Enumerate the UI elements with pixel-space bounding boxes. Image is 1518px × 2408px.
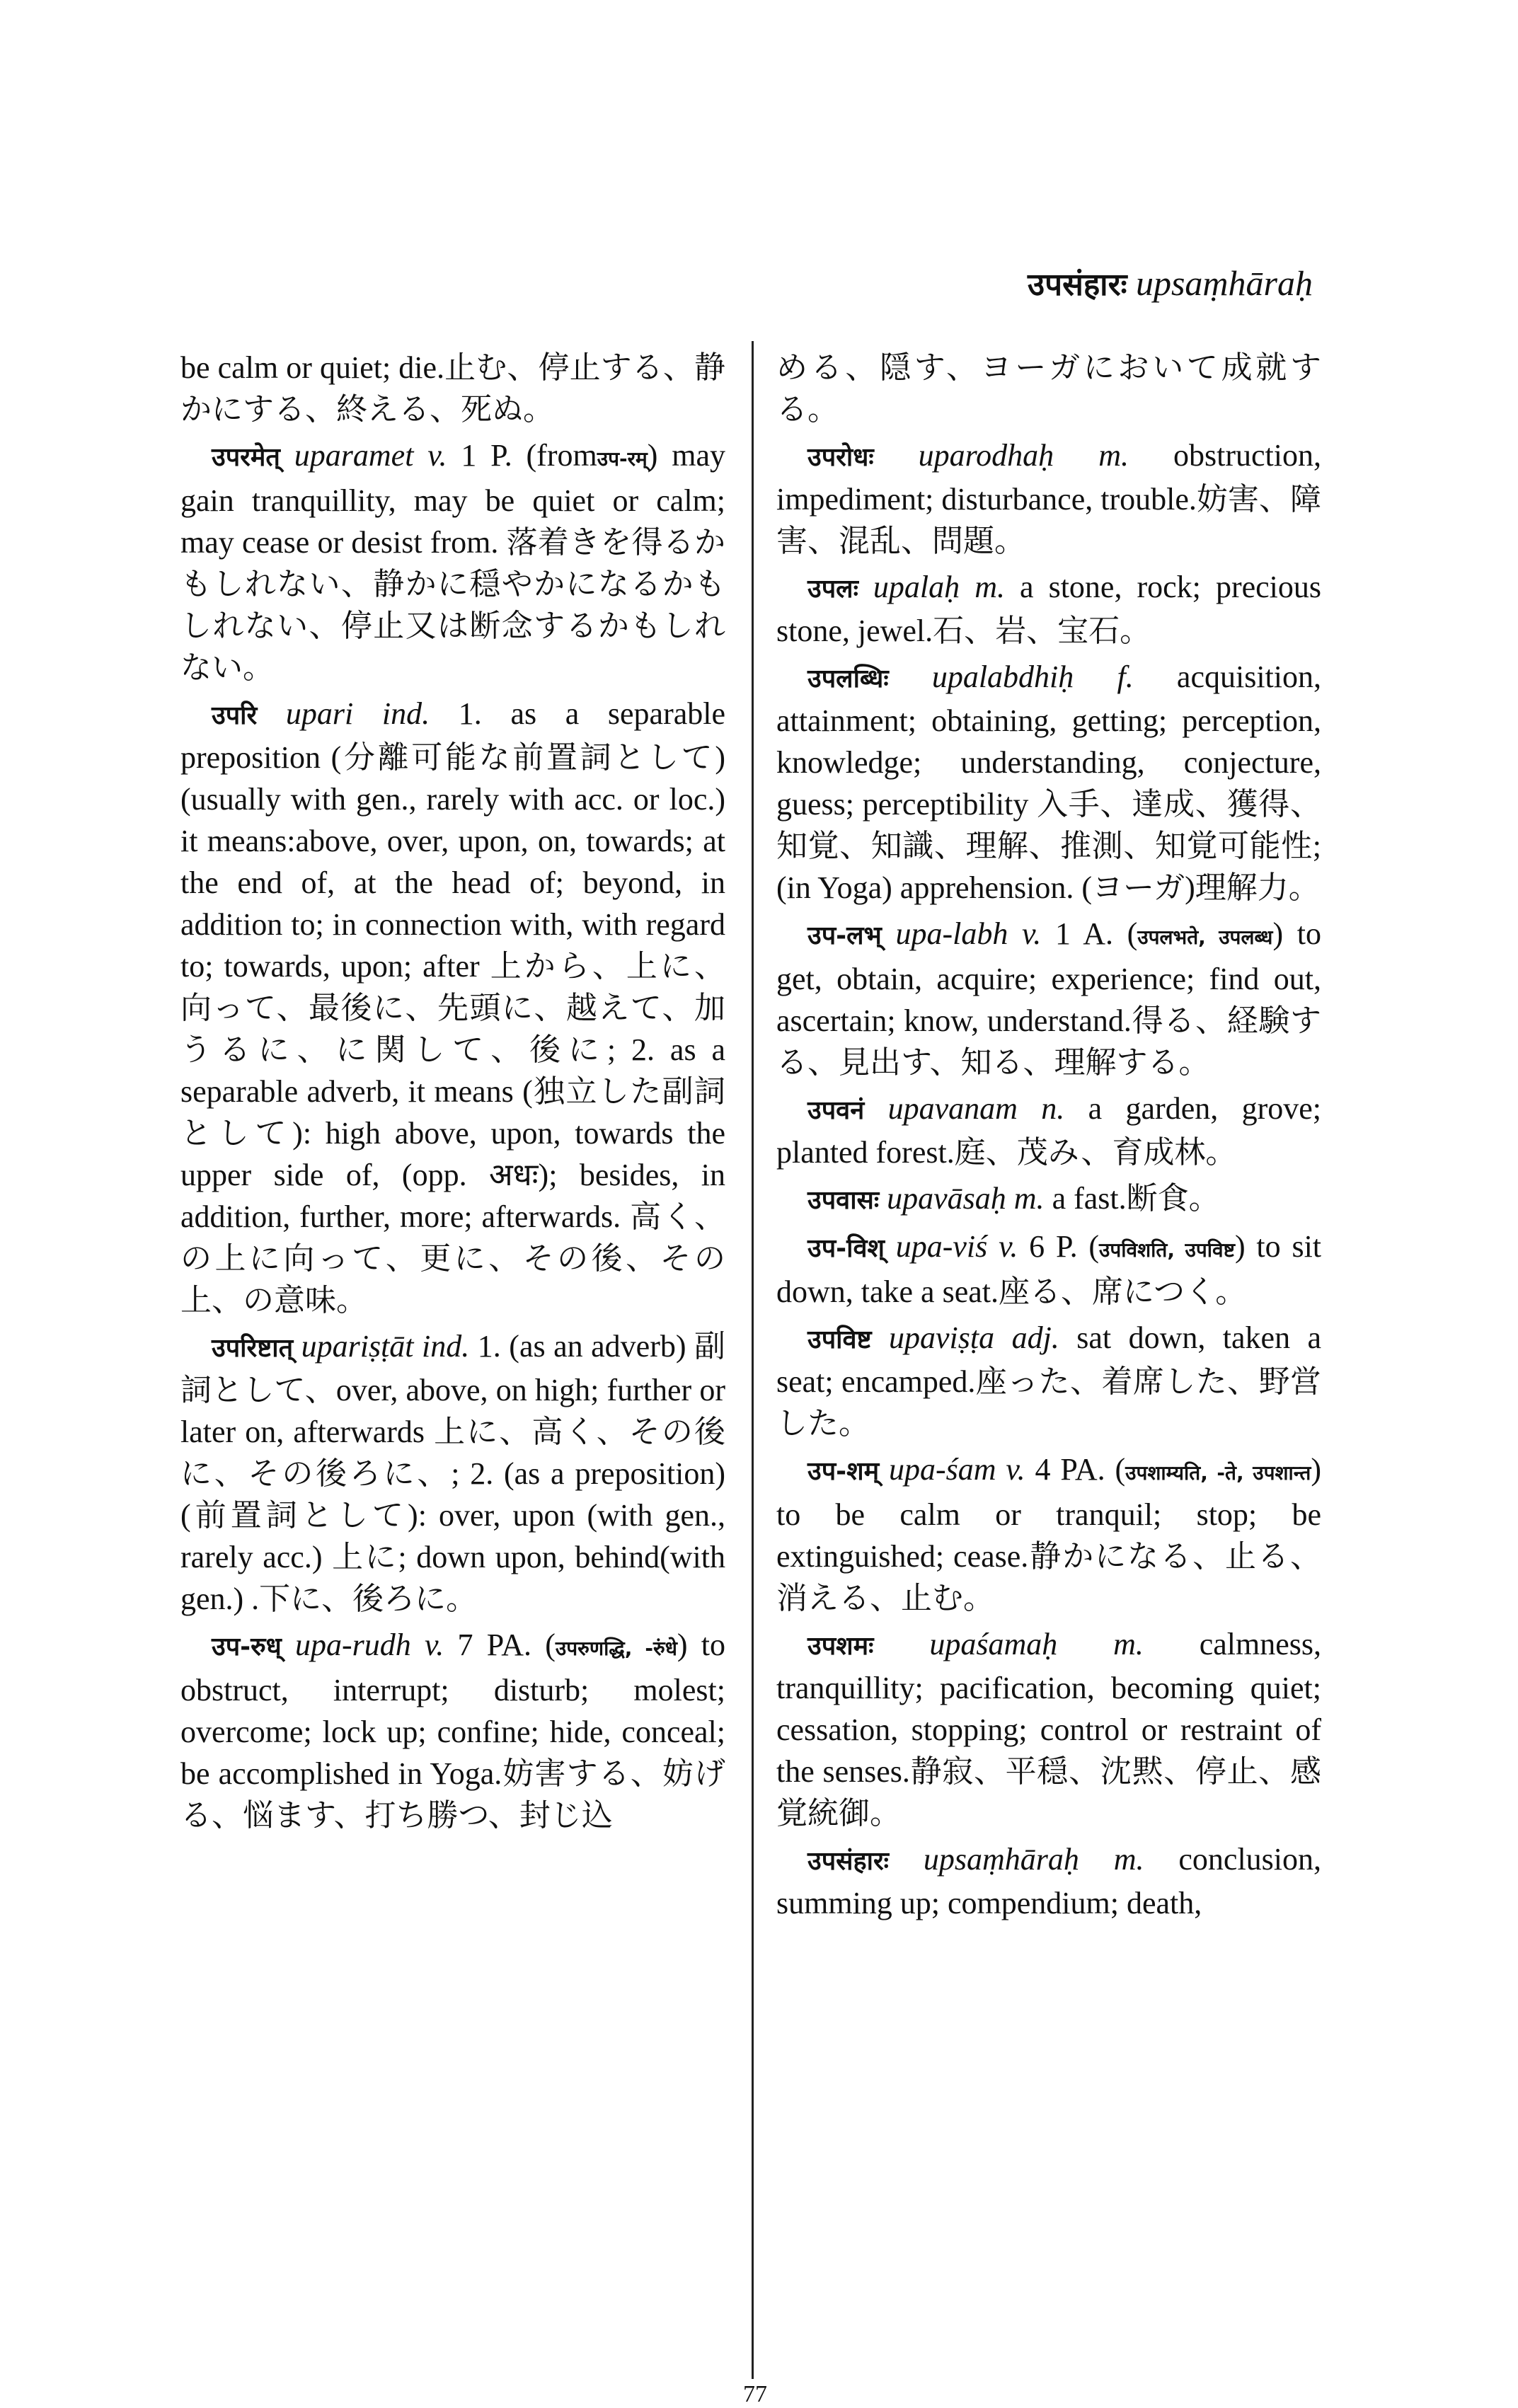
- headword: उपशमः: [807, 1632, 874, 1661]
- right-column: [776, 347, 1321, 1928]
- definition-text: ) to sit down, take a seat.座る、席につく。: [776, 1229, 1322, 1309]
- transliteration: upa-śam: [889, 1452, 996, 1487]
- headword: उपसंहारः: [807, 1847, 889, 1876]
- transliteration: upariṣṭāt: [301, 1329, 414, 1364]
- definition-text: a fast.断食。: [1052, 1181, 1220, 1216]
- dictionary-entry: [776, 1448, 1321, 1619]
- definition-text: calmness, tranquillity; pacification, becoming quiet; cessation, stopping; control or restraint of the senses.静寂、平穏、沈黙、停止、感覚統御。: [776, 1627, 1322, 1831]
- transliteration: upa-viś: [895, 1229, 988, 1264]
- conjugation-forms: उप-रम्: [597, 447, 648, 471]
- grammar-label: m.: [1013, 1181, 1045, 1216]
- dictionary-entry: [776, 1177, 1321, 1221]
- conjugation-forms: उपशाम्यति, -ते, उपशान्त: [1125, 1461, 1311, 1485]
- conjugation-forms: उपलभते, उपलब्ध: [1137, 926, 1273, 949]
- dictionary-entry: [776, 1838, 1321, 1924]
- headword: उपलः: [807, 575, 858, 604]
- dictionary-entry: [776, 1226, 1321, 1313]
- conjugation-class: 6 P. (: [1029, 1229, 1100, 1264]
- conjugation-forms: उपरुणद्धि, -रुंधे: [555, 1637, 677, 1660]
- left-column: [180, 347, 725, 1840]
- headword: उपवनं: [807, 1096, 865, 1125]
- running-head-transliteration: upsaṃhāraḥ: [1135, 263, 1313, 303]
- dictionary-entry: [776, 1317, 1321, 1444]
- definition-text: a stone, rock; precious stone, jewel.石、岩、宝石。: [776, 570, 1322, 648]
- dictionary-entry: [180, 1325, 725, 1620]
- grammar-label: v.: [427, 438, 447, 473]
- grammar-label: ind.: [381, 696, 430, 731]
- transliteration: upsaṃhāraḥ: [923, 1842, 1079, 1877]
- transliteration: uparamet: [294, 438, 414, 473]
- grammar-label: adj.: [1011, 1320, 1059, 1355]
- grammar-label: f.: [1117, 659, 1134, 694]
- definition-text: acquisition, attainment; obtaining, getting; perception, knowledge; understanding, conjecture, guess; perceptibility 入手、達成、獲得、知覚、知識、理解、推測、知覚可能性; (in Yoga) apprehension. (ヨーガ)理解力。: [776, 659, 1322, 905]
- continuation-text: [776, 347, 1321, 430]
- headword: उपविष्ट: [807, 1325, 872, 1354]
- dictionary-entry: [776, 566, 1321, 652]
- headword: उप-विश्: [807, 1234, 885, 1263]
- grammar-label: m.: [1113, 1627, 1144, 1661]
- headword: उपवासः: [807, 1186, 880, 1215]
- dictionary-entry: [180, 1624, 725, 1836]
- headword: उप-लभ्: [807, 921, 882, 950]
- headword: उपरिष्टात्: [212, 1334, 294, 1363]
- grammar-label: m.: [974, 570, 1005, 604]
- definition-text: ) may gain tranquillity, may be quiet or calm; may cease or desist from. 落着きを得るかもしれない、静かに穏やかになるかもしれない、停止又は断念するかもしれない。: [180, 438, 726, 685]
- transliteration: upaviṣṭa: [889, 1320, 995, 1355]
- definition-text: 1. (as an adverb) 副詞として、over, above, on high; further or later on, afterwards 上に、高く、その後に、その後ろに、; 2. (as a preposition)(前置詞として): over, upon (with gen., rarely acc.) 上に; down upon, behind(with gen.) .下に、後ろに。: [180, 1329, 726, 1616]
- conjugation-forms: उपविशति, उपविष्ट: [1099, 1238, 1235, 1262]
- transliteration: upalabdhiḥ: [931, 659, 1074, 694]
- continuation-text: [180, 347, 725, 430]
- definition-text: be calm or quiet; die.止む、停止する、静かにする、終える、死ぬ。: [180, 350, 725, 427]
- definition-text: a garden, grove; planted forest.庭、茂み、育成林。: [776, 1091, 1322, 1170]
- definition-text: 1. as a separable preposition (分離可能な前置詞として) (usually with gen., rarely with acc. or loc.) it means:above, over, upon, on, towards; at the end of, at the head of; beyond, in addition to; in connection with, with regard to; towards, upon; after 上から、上に、向って、最後に、先頭に、越えて、加うるに、に関して、後に; 2. as a separable adverb, it means (独立した副詞として): high above, upon, towards the upper side of, (opp. अधः); besides, in addition, further, more; afterwards. 高く、の上に向って、更に、その後、その上、の意味。: [180, 696, 726, 1318]
- headword: उप-रुध्: [212, 1632, 282, 1661]
- transliteration: uparodhaḥ: [918, 438, 1054, 473]
- definition-text: obstruction, impediment; disturbance, trouble.妨害、障害、混乱、問題。: [776, 438, 1321, 558]
- dictionary-entry: [776, 913, 1321, 1083]
- grammar-label: ind.: [422, 1329, 470, 1364]
- transliteration: upari: [285, 696, 354, 731]
- transliteration: upa-labh: [895, 916, 1008, 951]
- transliteration: upavanam: [887, 1091, 1018, 1126]
- definition-text: conclusion, summing up; compendium; death,: [776, 1842, 1322, 1920]
- grammar-label: v.: [1022, 916, 1042, 951]
- dictionary-entry: [776, 656, 1321, 909]
- dictionary-entry: [180, 693, 725, 1321]
- grammar-label: n.: [1041, 1091, 1065, 1126]
- headword: उपलब्धिः: [807, 664, 889, 693]
- dictionary-entry: [776, 1623, 1321, 1834]
- column-rule: [752, 341, 754, 2379]
- dictionary-entry: [776, 1088, 1321, 1173]
- definition-text: める、隠す、ヨーガにおいて成就する。: [776, 350, 1321, 427]
- conjugation-class: 1 A. (: [1054, 916, 1138, 951]
- transliteration: upaśamaḥ: [929, 1627, 1058, 1661]
- conjugation-class: 7 PA. (: [457, 1628, 556, 1662]
- dictionary-entry: [776, 434, 1321, 562]
- headword: उपरि: [212, 701, 258, 730]
- headword: उपरमेत्: [212, 443, 280, 472]
- grammar-label: v.: [1006, 1452, 1025, 1487]
- transliteration: upalaḥ: [873, 570, 960, 604]
- page-number: 77: [743, 2381, 767, 2407]
- definition-text: ) to be calm or tranquil; stop; be extinguished; cease.静かになる、止る、消える、止む。: [776, 1452, 1322, 1615]
- running-head: [1028, 262, 1313, 304]
- transliteration: upavāsaḥ: [887, 1181, 1006, 1216]
- definition-text: ) to get, obtain, acquire; experience; find out, ascertain; know, understand.得る、経験する、見出す、知る、理解する。: [776, 916, 1321, 1080]
- conjugation-class: 4 PA. (: [1035, 1452, 1126, 1487]
- transliteration: upa-rudh: [295, 1628, 411, 1662]
- grammar-label: v.: [425, 1628, 444, 1662]
- running-head-devanagari: उपसंहारः: [1027, 267, 1127, 303]
- grammar-label: m.: [1113, 1842, 1144, 1877]
- headword: उप-शम्: [807, 1457, 880, 1486]
- headword: उपरोधः: [807, 443, 874, 472]
- grammar-label: m.: [1098, 438, 1129, 473]
- grammar-label: v.: [999, 1229, 1018, 1264]
- definition-text: sat down, taken a seat; encamped.座った、着席した、野営した。: [776, 1320, 1322, 1441]
- definition-text: ) to obstruct, interrupt; disturb; molest; overcome; lock up; confine; hide, conceal; be accomplished in Yoga.妨害する、妨げる、悩ます、打ち勝つ、封じ込: [180, 1628, 726, 1833]
- dictionary-entry: [180, 434, 725, 689]
- conjugation-class: 1 P. (from: [461, 438, 597, 473]
